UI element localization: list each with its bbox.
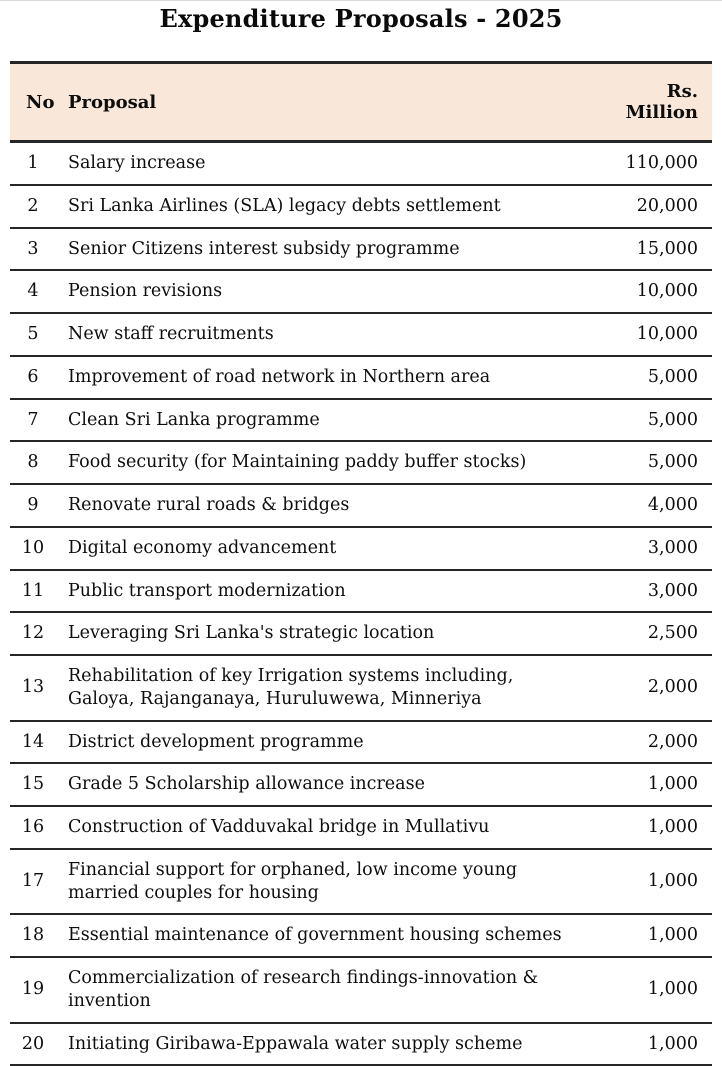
row-proposal-cell: Public transport modernization	[64, 570, 594, 613]
row-amount-cell: 2,000	[594, 655, 712, 721]
row-amount-cell: 15,000	[594, 228, 712, 271]
row-amount-cell: 1,000	[594, 914, 712, 957]
row-proposal-cell: Food security (for Maintaining paddy buffer stocks)	[64, 441, 594, 484]
row-amount-cell: 1,000	[594, 806, 712, 849]
table-row	[10, 655, 712, 721]
row-proposal-cell: Initiating Giribawa-Eppawala water supply scheme	[64, 1023, 594, 1066]
table-row	[10, 914, 712, 957]
row-amount-cell: 5,000	[594, 356, 712, 399]
table-row	[10, 228, 712, 271]
table-row	[10, 441, 712, 484]
row-proposal-cell: Renovate rural roads & bridges	[64, 484, 594, 527]
row-proposal-cell: Financial support for orphaned, low income young married couples for housing	[64, 849, 594, 915]
table-row	[10, 806, 712, 849]
row-number-cell: 9	[10, 484, 64, 527]
table-row	[10, 957, 712, 1023]
table-row	[10, 849, 712, 915]
table-row	[10, 313, 712, 356]
table-body	[10, 142, 712, 1066]
row-amount-cell: 2,500	[594, 612, 712, 655]
row-amount-cell: 1,000	[594, 849, 712, 915]
row-proposal-cell: Commercialization of research findings-innovation & invention	[64, 957, 594, 1023]
row-amount-cell: 1,000	[594, 1023, 712, 1066]
table-header	[10, 63, 712, 142]
table-row	[10, 763, 712, 806]
row-number-cell: 17	[10, 849, 64, 915]
row-number-cell: 2	[10, 185, 64, 228]
row-proposal-cell: Essential maintenance of government housing schemes	[64, 914, 594, 957]
row-number-cell: 5	[10, 313, 64, 356]
table-row	[10, 570, 712, 613]
column-header-no: No	[10, 63, 64, 142]
row-proposal-cell: Rehabilitation of key Irrigation systems including, Galoya, Rajanganaya, Huruluwewa, Minneriya	[64, 655, 594, 721]
table-row	[10, 270, 712, 313]
row-amount-cell: 3,000	[594, 527, 712, 570]
table-row	[10, 527, 712, 570]
row-proposal-cell: Leveraging Sri Lanka's strategic location	[64, 612, 594, 655]
table-row	[10, 721, 712, 764]
row-amount-cell: 4,000	[594, 484, 712, 527]
row-amount-cell: 10,000	[594, 313, 712, 356]
table-row	[10, 1023, 712, 1066]
row-proposal-cell: Grade 5 Scholarship allowance increase	[64, 763, 594, 806]
row-amount-cell: 1,000	[594, 763, 712, 806]
row-number-cell: 7	[10, 399, 64, 442]
table-row	[10, 484, 712, 527]
row-number-cell: 16	[10, 806, 64, 849]
table-header-row	[10, 63, 712, 142]
row-proposal-cell: Sri Lanka Airlines (SLA) legacy debts settlement	[64, 185, 594, 228]
row-number-cell: 6	[10, 356, 64, 399]
row-amount-cell: 3,000	[594, 570, 712, 613]
column-header-proposal: Proposal	[64, 63, 594, 142]
row-proposal-cell: Clean Sri Lanka programme	[64, 399, 594, 442]
row-number-cell: 3	[10, 228, 64, 271]
row-amount-cell: 2,000	[594, 721, 712, 764]
expenditure-proposals-table	[10, 61, 712, 1066]
row-amount-cell: 5,000	[594, 441, 712, 484]
row-number-cell: 8	[10, 441, 64, 484]
table-row	[10, 142, 712, 185]
row-proposal-cell: District development programme	[64, 721, 594, 764]
row-proposal-cell: Digital economy advancement	[64, 527, 594, 570]
row-number-cell: 11	[10, 570, 64, 613]
row-amount-cell: 1,000	[594, 957, 712, 1023]
row-number-cell: 13	[10, 655, 64, 721]
table-row	[10, 612, 712, 655]
row-amount-cell: 20,000	[594, 185, 712, 228]
row-number-cell: 19	[10, 957, 64, 1023]
page-top-divider	[0, 0, 722, 1]
row-number-cell: 1	[10, 142, 64, 185]
row-number-cell: 4	[10, 270, 64, 313]
row-amount-cell: 110,000	[594, 142, 712, 185]
table-row	[10, 399, 712, 442]
column-header-amount: Rs. Million	[594, 63, 712, 142]
row-number-cell: 20	[10, 1023, 64, 1066]
table-row	[10, 185, 712, 228]
page-title: Expenditure Proposals - 2025	[159, 4, 563, 33]
row-number-cell: 10	[10, 527, 64, 570]
row-number-cell: 15	[10, 763, 64, 806]
row-amount-cell: 10,000	[594, 270, 712, 313]
row-number-cell: 14	[10, 721, 64, 764]
table-row	[10, 356, 712, 399]
row-proposal-cell: Improvement of road network in Northern area	[64, 356, 594, 399]
row-number-cell: 18	[10, 914, 64, 957]
row-proposal-cell: Salary increase	[64, 142, 594, 185]
row-proposal-cell: Pension revisions	[64, 270, 594, 313]
row-proposal-cell: Senior Citizens interest subsidy programme	[64, 228, 594, 271]
row-amount-cell: 5,000	[594, 399, 712, 442]
row-proposal-cell: Construction of Vadduvakal bridge in Mullativu	[64, 806, 594, 849]
row-proposal-cell: New staff recruitments	[64, 313, 594, 356]
row-number-cell: 12	[10, 612, 64, 655]
